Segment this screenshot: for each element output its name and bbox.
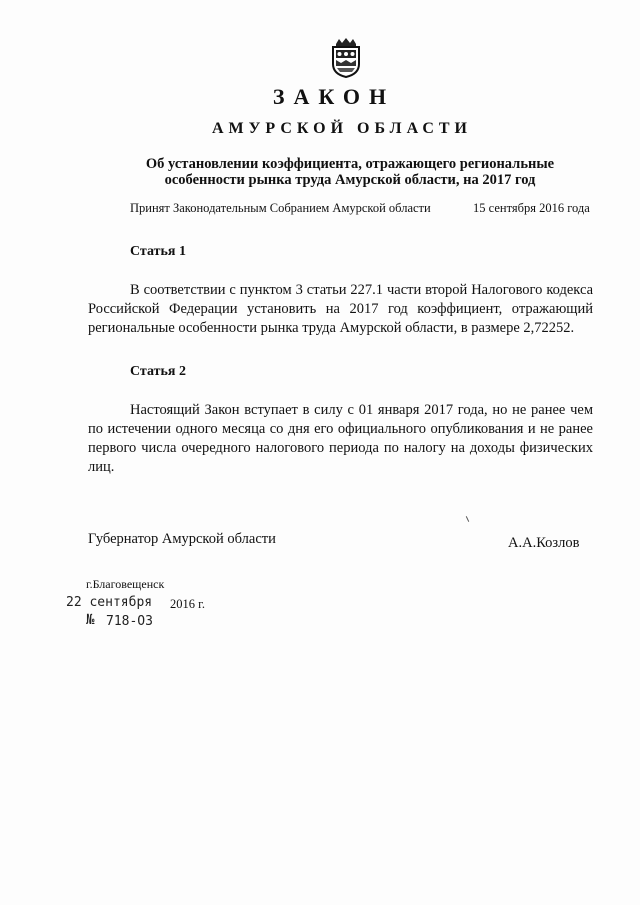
law-title: [120, 156, 580, 188]
article-1-heading: Статья 1: [130, 244, 186, 259]
article-1-text: В соответствии с пунктом 3 статьи 227.1 части второй Налогового кодекса Российской Федерации установить на 2017 год коэффициент, отражающий региональные особенности рынка труда Амурской области, в размере 2,72252.: [88, 282, 593, 336]
law-title-line-2: особенности рынка труда Амурской области, на 2017 год: [164, 172, 536, 188]
law-title-line-1: Об установлении коэффициента, отражающего региональные: [145, 156, 555, 172]
number-sign: №: [86, 612, 95, 628]
adoption-date: 15 сентября 2016 года: [473, 201, 590, 215]
article-2-text: Настоящий Закон вступает в силу с 01 января 2017 года, но не ранее чем по истечении одного месяца со дня его официального опубликования и не ранее первого числа очередного налогового периода по налогу на доходы физических лиц.: [88, 402, 593, 475]
city-name: г.Благовещенск: [86, 577, 165, 591]
pen-mark: [466, 516, 469, 522]
document-type: ЗАКОН: [272, 84, 396, 109]
region-name: АМУРСКОЙ ОБЛАСТИ: [212, 120, 472, 137]
coat-of-arms-icon: [328, 36, 364, 78]
law-number: 718-ОЗ: [106, 614, 153, 629]
governor-title: Губернатор Амурской области: [88, 531, 276, 547]
signing-date: 22 сентября: [66, 595, 153, 610]
article-2-heading: Статья 2: [130, 364, 186, 379]
signing-year: 2016 г.: [170, 597, 205, 611]
governor-name: А.А.Козлов: [508, 535, 580, 551]
adoption-text: Принят Законодательным Собранием Амурской области: [130, 201, 431, 215]
